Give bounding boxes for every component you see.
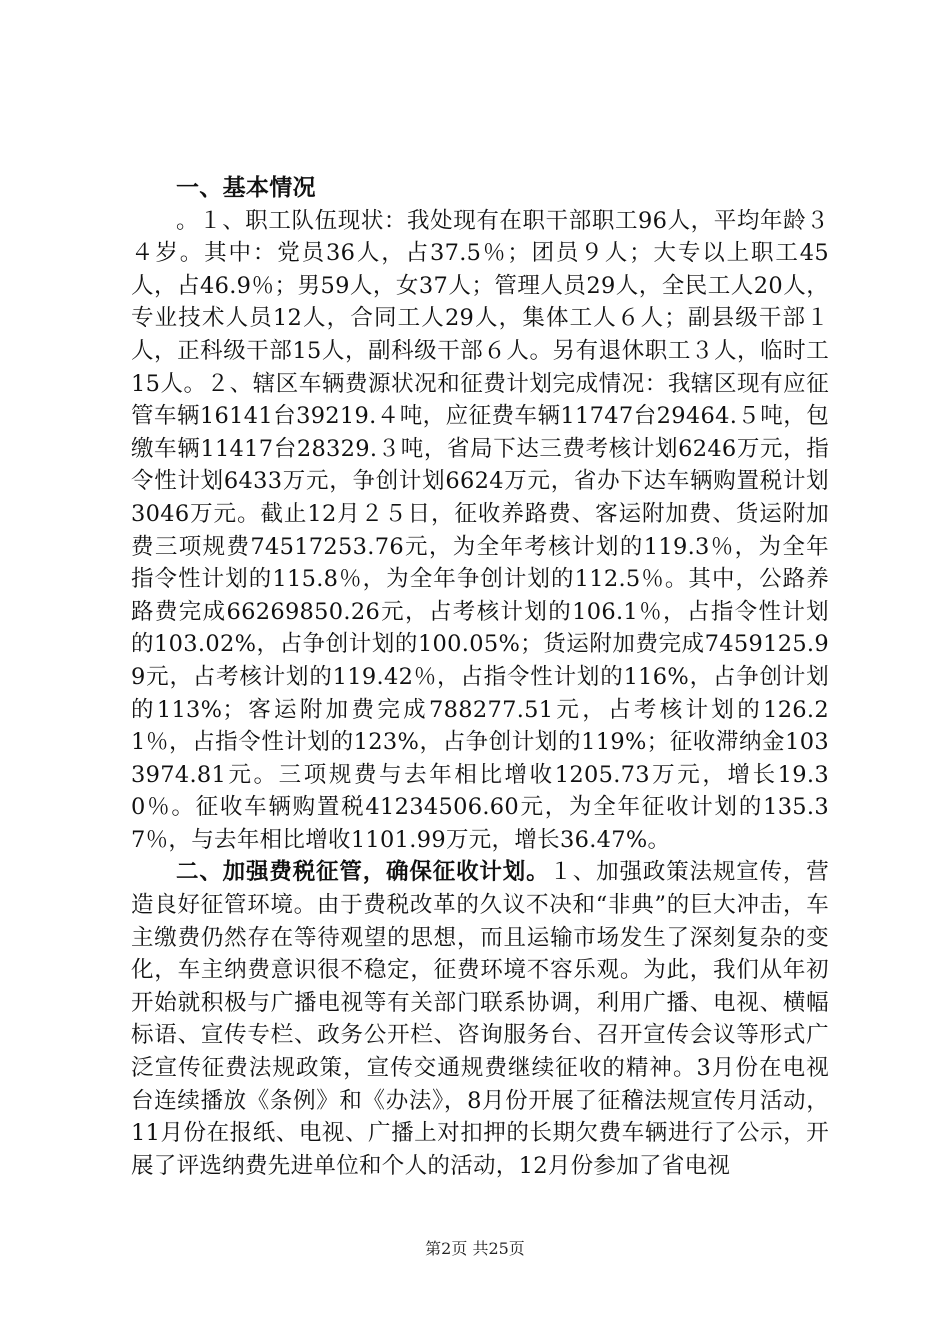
- document-body: [131, 172, 829, 1182]
- section-heading-tax-management: 二、加强费税征管，确保征收计划。: [176, 859, 550, 886]
- section-paragraph-basic-situation: 。１、职工队伍现状：我处现有在职干部职工96人，平均年龄３４岁。其中：党员36人，占37.5％；团员９人；大专以上职工45人，占46.9％；男59人，女37人；管理人员29人，全民工人20人，专业技术人员12人，合同工人29人，集体工人６人；副县级干部１人，正科级干部15人，副科级干部６人。另有退休职工３人，临时工15人。２、辖区车辆费源状况和征费计划完成情况：我辖区现有应征管车辆16141台39219.４吨，应征费车辆11747台29464.５吨，包缴车辆11417台28329.３吨，省局下达三费考核计划6246万元，指令性计划6433万元，争创计划6624万元，省办下达车辆购置税计划3046万元。截止12月２５日，征收养路费、客运附加费、货运附加费三项规费74517253.76元，为全年考核计划的119.3％，为全年指令性计划的115.8％，为全年争创计划的112.5％。其中，公路养路费完成66269850.26元，占考核计划的106.1％，占指令性计划的103.02%，占争创计划的100.05%；货运附加费完成7459125.99元，占考核计划的119.42％，占指令性计划的116%，占争创计划的113%；客运附加费完成788277.51元，占考核计划的126.21％，占指令性计划的123%，占争创计划的119%；征收滞纳金1033974.81元。三项规费与去年相比增收1205.73万元，增长19.30％。征收车辆购置税41234506.60元，为全年征收计划的135.37％，与去年相比增收1101.99万元，增长36.47%。: [131, 207, 829, 853]
- section-heading-basic-situation: 一、基本情况: [176, 174, 316, 201]
- section-paragraph-tax-management: [131, 856, 829, 1182]
- page-number-footer: 第2页 共25页: [425, 1239, 525, 1258]
- section-text-tax-management: １、加强政策法规宣传，营造良好征管环境。由于费税改革的久议不决和“非典”的巨大冲击，车主缴费仍然存在等待观望的思想，而且运输市场发生了深刻复杂的变化，车主纳费意识很不稳定，征费环境不容乐观。为此，我们从年初开始就积极与广播电视等有关部门联系协调，利用广播、电视、横幅标语、宣传专栏、政务公开栏、咨询服务台、召开宣传会议等形式广泛宣传征费法规政策，宣传交通规费继续征收的精神。3月份在电视台连续播放《条例》和《办法》，8月份开展了征稽法规宣传月活动，11月份在报纸、电视、广播上对扣押的长期欠费车辆进行了公示，开展了评选纳费先进单位和个人的活动，12月份参加了省电视: [131, 859, 829, 1179]
